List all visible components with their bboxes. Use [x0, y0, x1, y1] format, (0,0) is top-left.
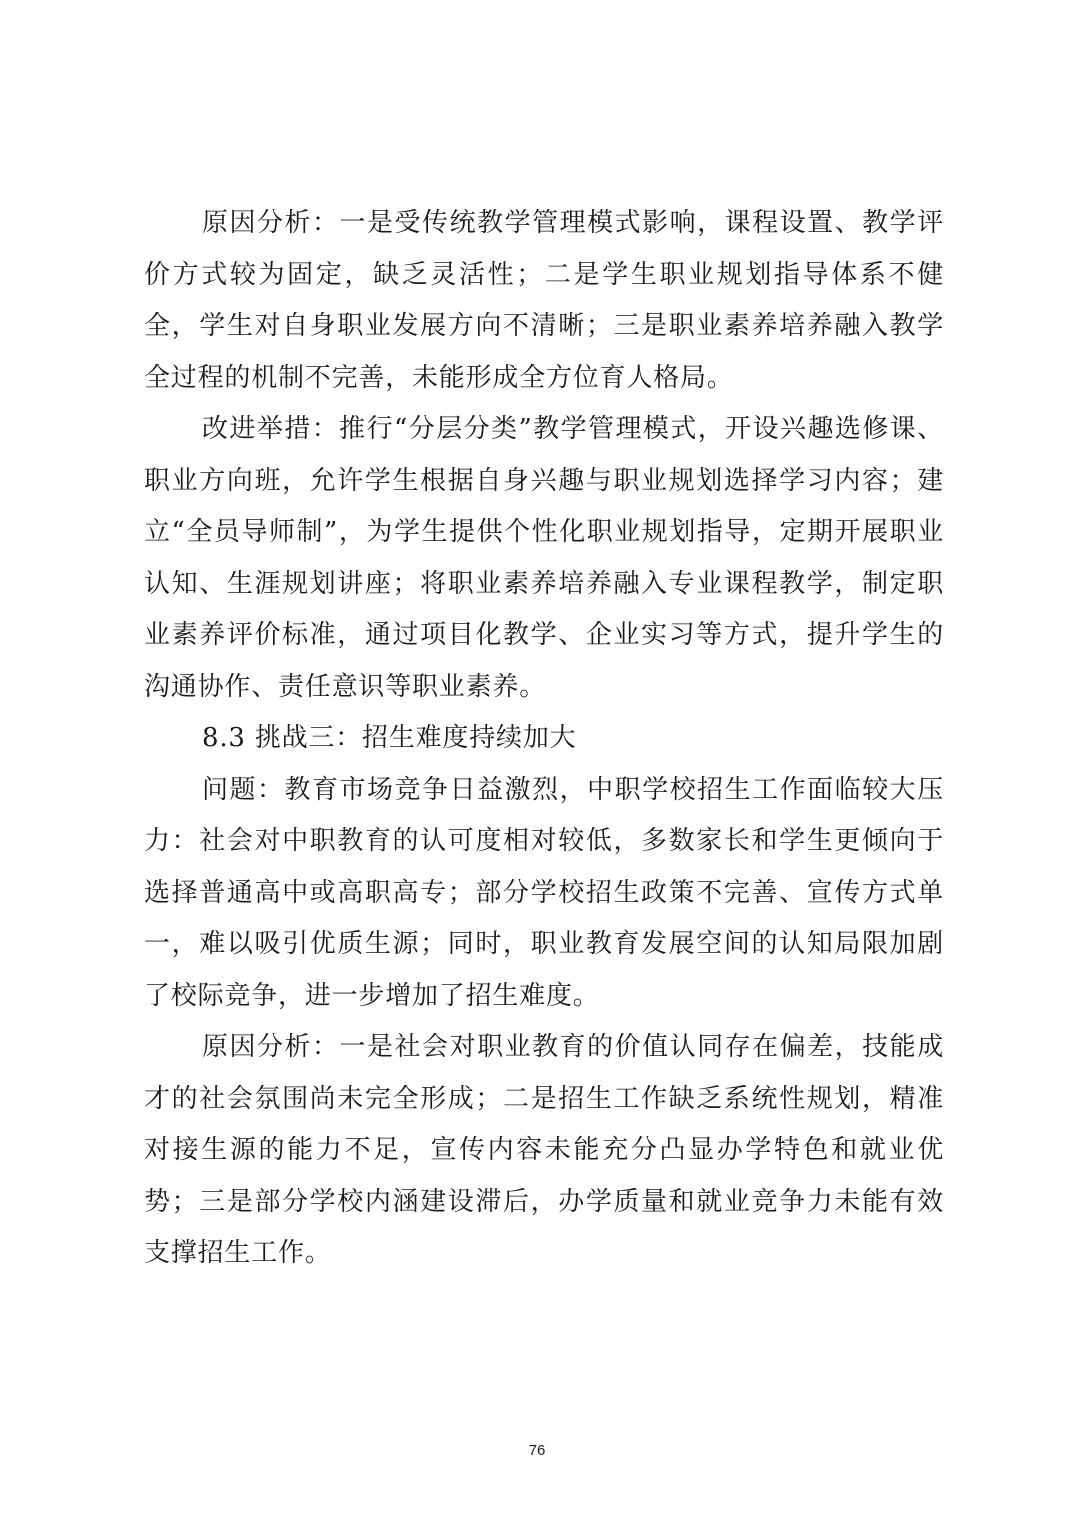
paragraph-cause-analysis-3: 原因分析：一是社会对职业教育的价值认同存在偏差，技能成才的社会氛围尚未完全形成；二是招生工作缺乏系统性规划，精准对接生源的能力不足，宣传内容未能充分凸显办学特色和就业优势；三是部分学校内涵建设滞后，办学质量和就业竞争力未能有效支撑招生工作。 [144, 1032, 944, 1268]
document-body [144, 198, 944, 1280]
paragraph-improvement-measures: 改进举措：推行“分层分类”教学管理模式，开设兴趣选修课、职业方向班，允许学生根据自身兴趣与职业规划选择学习内容；建立“全员导师制”，为学生提供个性化职业规划指导，定期开展职业认知、生涯规划讲座；将职业素养培养融入专业课程教学，制定职业素养评价标准，通过项目化教学、企业实习等方式，提升学生的沟通协作、责任意识等职业素养。 [144, 414, 944, 702]
page-number: 76 [528, 1442, 546, 1459]
paragraph-problem-3: 问题：教育市场竞争日益激烈，中职学校招生工作面临较大压力：社会对中职教育的认可度相对较低，多数家长和学生更倾向于选择普通高中或高职高专；部分学校招生政策不完善、宣传方式单一，难以吸引优质生源；同时，职业教育发展空间的认知局限加剧了校际竞争，进一步增加了招生难度。 [144, 774, 944, 1011]
paragraph-cause-analysis-2: 原因分析：一是受传统教学管理模式影响，课程设置、教学评价方式较为固定，缺乏灵活性；二是学生职业规划指导体系不健全，学生对自身职业发展方向不清晰；三是职业素养培养融入教学全过程的机制不完善，未能形成全方位育人格局。 [144, 208, 944, 393]
section-heading-8-3: 8.3 挑战三：招生难度持续加大 [202, 723, 577, 753]
